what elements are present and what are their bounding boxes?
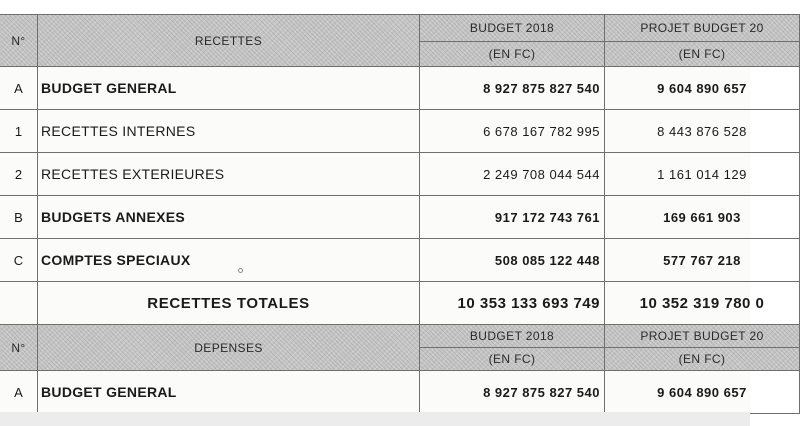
budget-table — [0, 14, 800, 414]
projet-budget-value: 9 604 890 657 — [605, 371, 800, 414]
row-number: C — [0, 239, 38, 282]
recettes-header-row — [0, 15, 800, 42]
table-row — [0, 239, 800, 282]
projet-budget-header: PROJET BUDGET 20 — [605, 15, 800, 42]
scanned-document — [0, 14, 765, 412]
total-projet-budget-value: 10 352 319 780 0 — [605, 282, 800, 325]
projet-budget-value: 9 604 890 657 — [605, 67, 800, 110]
row-label: RECETTES EXTERIEURES — [38, 153, 420, 196]
projet-budget-header: PROJET BUDGET 20 — [605, 325, 800, 348]
scan-speck — [238, 268, 243, 273]
row-label: RECETTES INTERNES — [38, 110, 420, 153]
projet-budget-unit: (EN FC) — [605, 42, 800, 67]
budget-2018-value: 2 249 708 044 544 — [420, 153, 605, 196]
table-row — [0, 153, 800, 196]
row-number: B — [0, 196, 38, 239]
total-label: RECETTES TOTALES — [38, 282, 420, 325]
projet-budget-value: 577 767 218 — [605, 239, 800, 282]
row-number: A — [0, 67, 38, 110]
recettes-total-row — [0, 282, 800, 325]
projet-budget-value: 169 661 903 — [605, 196, 800, 239]
table-row — [0, 196, 800, 239]
budget-2018-value: 8 927 875 827 540 — [420, 67, 605, 110]
budget-2018-header: BUDGET 2018 — [420, 15, 605, 42]
recettes-num-header: N° — [0, 15, 38, 67]
table-row — [0, 67, 800, 110]
depenses-label-header: DEPENSES — [38, 325, 420, 371]
row-number: A — [0, 371, 38, 414]
budget-2018-value: 8 927 875 827 540 — [420, 371, 605, 414]
table-row — [0, 371, 800, 414]
depenses-num-header: N° — [0, 325, 38, 371]
budget-2018-unit: (EN FC) — [420, 42, 605, 67]
row-label: BUDGET GENERAL — [38, 67, 420, 110]
budget-2018-value: 508 085 122 448 — [420, 239, 605, 282]
depenses-header-row — [0, 325, 800, 348]
recettes-label-header: RECETTES — [38, 15, 420, 67]
row-number: 1 — [0, 110, 38, 153]
row-label: BUDGET GENERAL — [38, 371, 420, 414]
page-bottom-margin — [0, 412, 750, 426]
projet-budget-unit: (EN FC) — [605, 348, 800, 371]
budget-2018-value: 6 678 167 782 995 — [420, 110, 605, 153]
row-label: COMPTES SPECIAUX — [38, 239, 420, 282]
row-number: 2 — [0, 153, 38, 196]
budget-2018-value: 917 172 743 761 — [420, 196, 605, 239]
row-label: BUDGETS ANNEXES — [38, 196, 420, 239]
projet-budget-value: 8 443 876 528 — [605, 110, 800, 153]
total-num-cell — [0, 282, 38, 325]
budget-2018-unit: (EN FC) — [420, 348, 605, 371]
total-budget-2018-value: 10 353 133 693 749 — [420, 282, 605, 325]
projet-budget-value: 1 161 014 129 — [605, 153, 800, 196]
table-row — [0, 110, 800, 153]
budget-2018-header: BUDGET 2018 — [420, 325, 605, 348]
